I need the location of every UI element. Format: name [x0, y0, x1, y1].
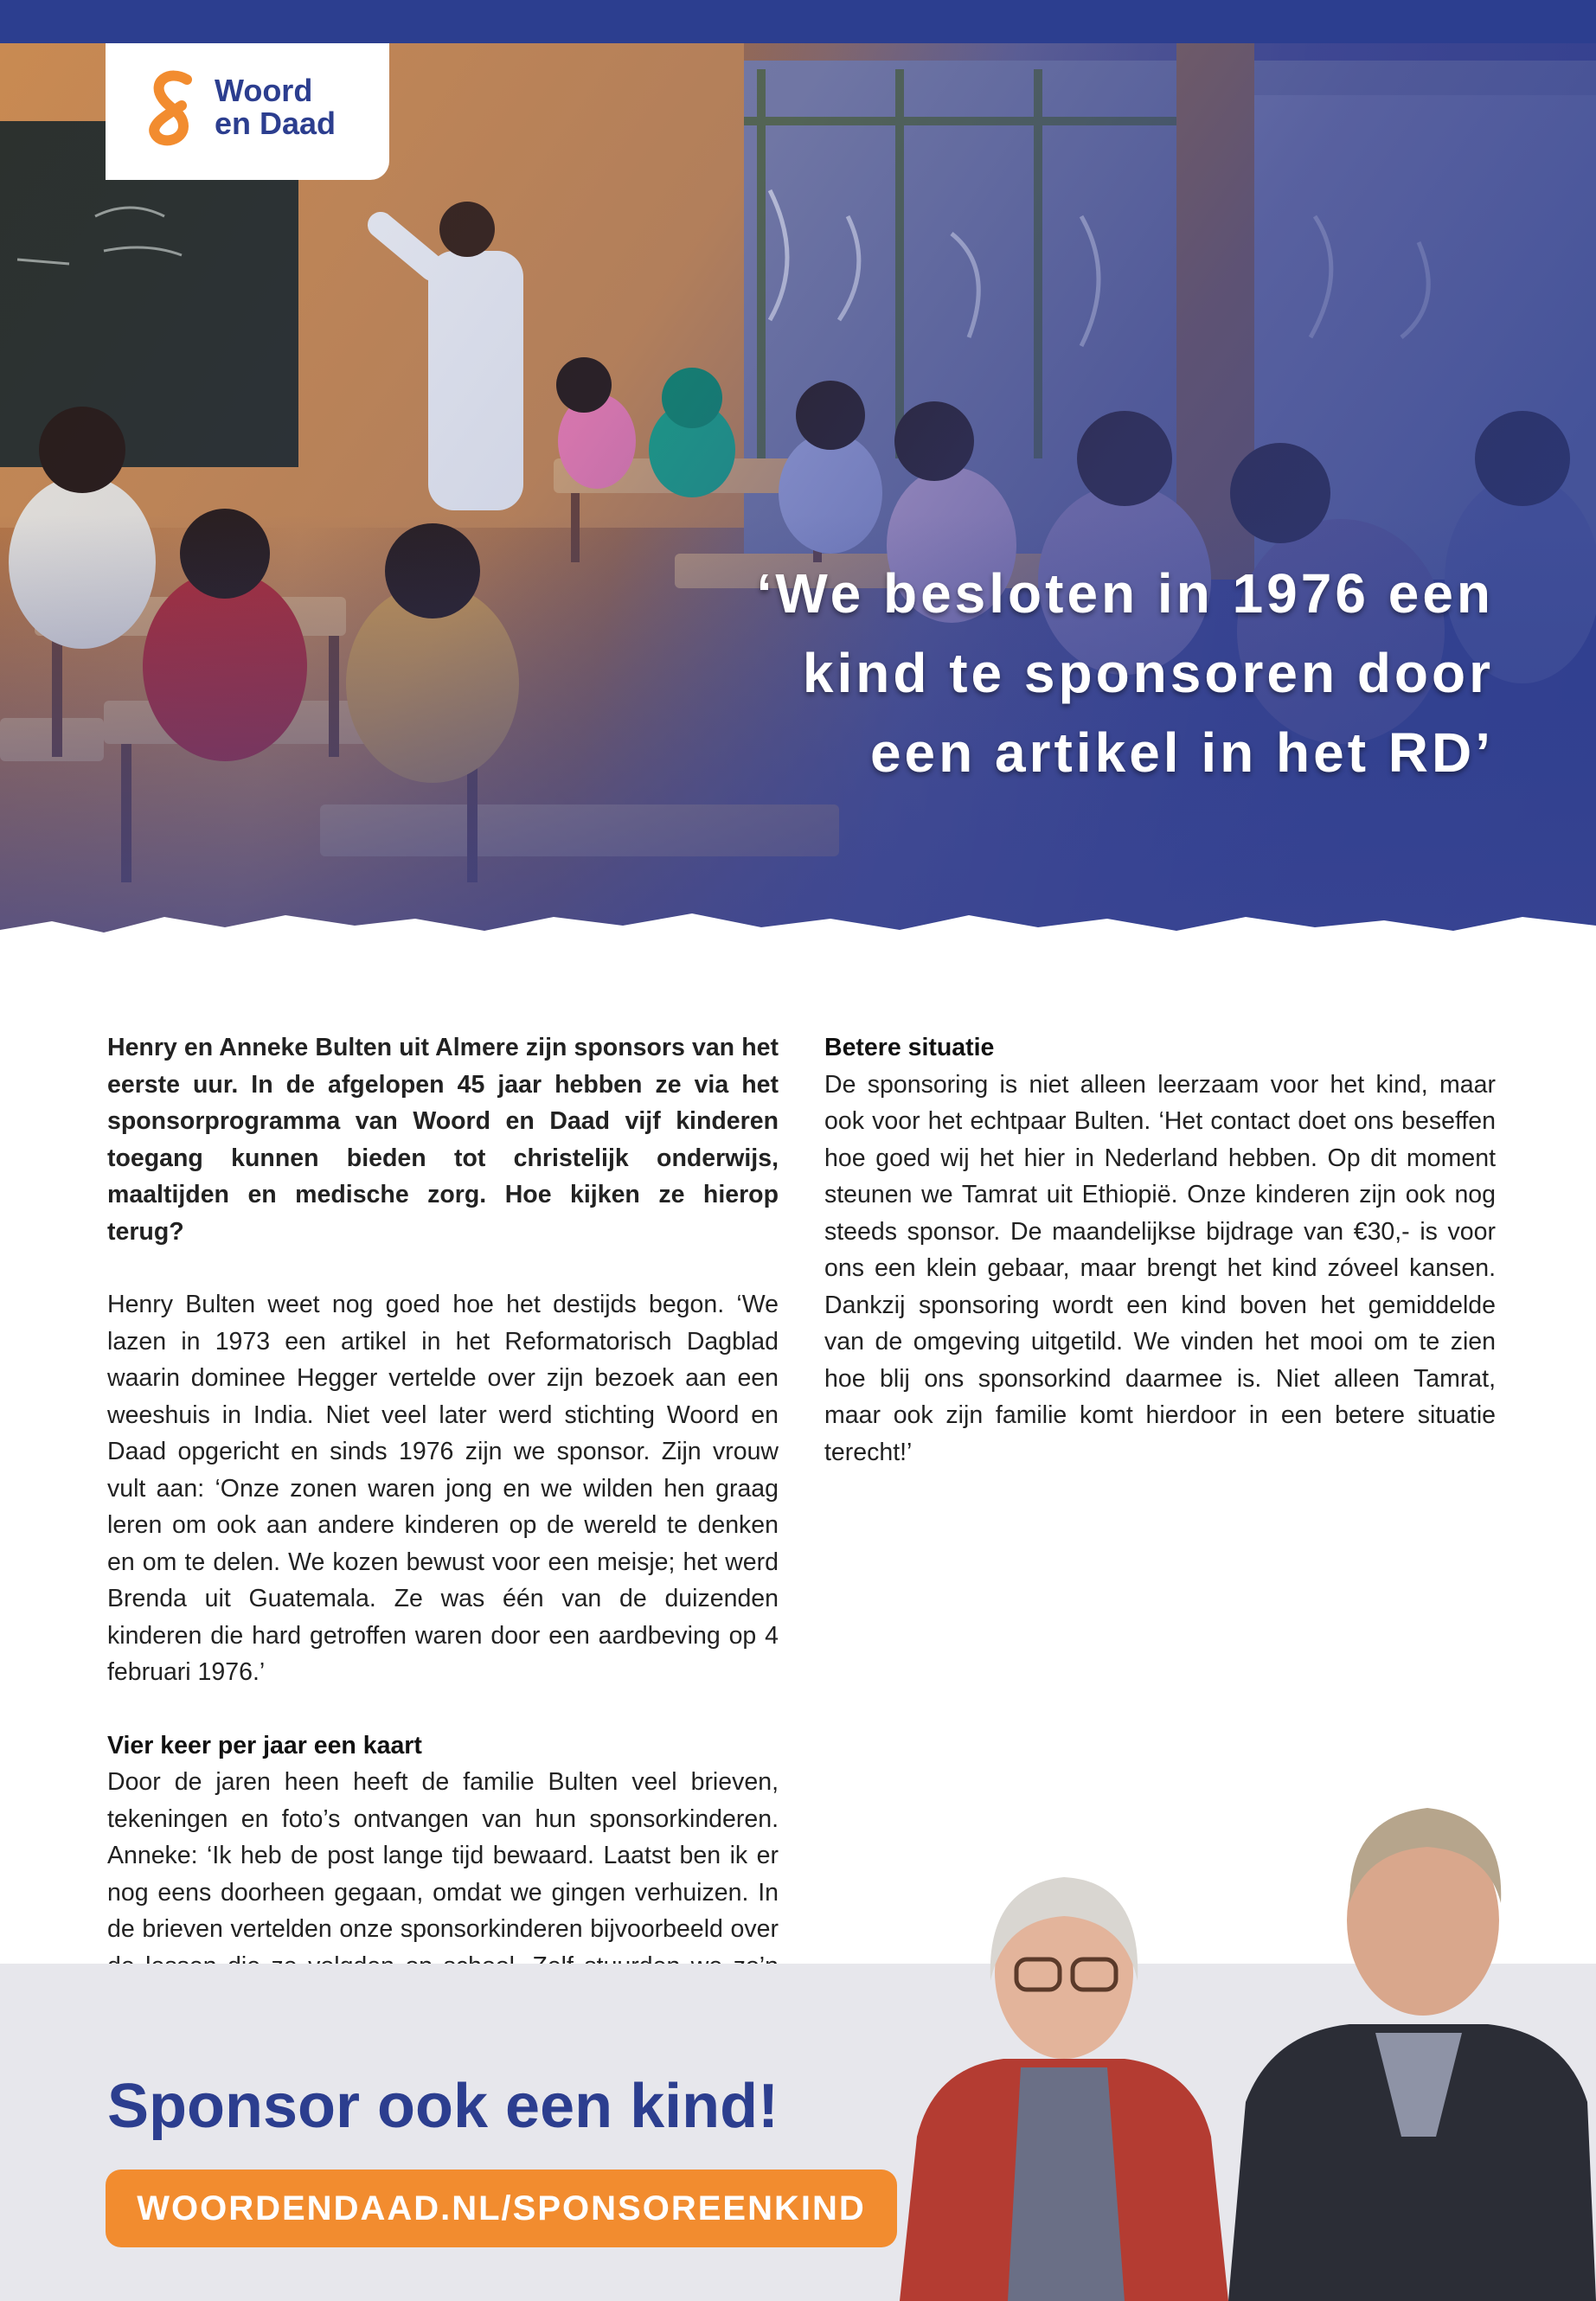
logo-line-1: Woord	[215, 73, 313, 108]
article-subheading-2: Betere situatie	[824, 1034, 995, 1061]
article-paragraph-3: De sponsoring is niet alleen leerzaam voor het kind, maar ook voor het echtpaar Bulten. ‘Het contact doet ons beseffen hoe goed wij het hier in Nederland hebben. Op dit moment steunen we Tamrat uit Ethiopië. Onze kinderen zijn ook nog steeds sponsor. De maandelijkse bijdrage van €30,- is voor ons een klein gebaar, maar brengt het kind zóveel kansen. Dankzij sponsoring wordt een kind boven het gemiddelde van de omgeving uitgetild. We vinden het mooi om te zien hoe blij ons sponsorkind daarmee is. Niet alleen Tamrat, maar ook zijn familie komt hierdoor in een betere situatie terecht!’	[824, 1070, 1496, 1466]
article-lead: Henry en Anneke Bulten uit Almere zijn sponsors van het eerste uur. In de afgelopen 45 jaar hebben ze via het sponsorprogramma van Woord en Daad vijf kinderen toegang kunnen bieden tot christelijk onderwijs, maaltijden en medische zorg. Hoe kijken ze hierop terug?	[107, 1034, 779, 1246]
article-paragraph-2: Door de jaren heen heeft de familie Bulten veel brieven, tekeningen en foto’s ontvangen van hun sponsorkinderen. Anneke: ‘Ik heb de post lange tijd bewaard. Laatst ben ik er nog eens doorheen gegaan, omdat we gingen verhuizen. In de brieven vertelden onze sponsorkinderen bijvoorbeeld over	[107, 1768, 779, 1943]
logo-ampersand-icon	[144, 67, 204, 151]
top-brand-bar	[0, 0, 1596, 43]
article-column-right	[824, 1029, 1496, 1471]
logo-wordmark	[215, 74, 336, 140]
woord-en-daad-logo[interactable]	[106, 43, 389, 180]
article-subheading-1: Vier keer per jaar een kaart	[107, 1731, 422, 1759]
classroom-scene	[0, 43, 1596, 986]
article-paragraph-1: Henry Bulten weet nog goed hoe het destijds begon. ‘We lazen in 1973 een artikel in het Reformatorisch Dagblad waarin dominee Hegger vertelde over zijn bezoek aan een weeshuis in India. Niet veel later werd stichting Woord en Daad opgericht en sinds 1976 zijn we sponsor. Zijn vrouw vult aan: ‘Onze zonen waren jong en we wilden hen graag leren om ook aan andere kinderen op de wereld te denken en om te delen. We kozen bewust voor een meisje; het werd Brenda uit Guatemala. Ze was één van de duizenden kinderen die hard getroffen waren door een aardbeving op 4 februari 1976.’	[107, 1291, 779, 1686]
cta-title: Sponsor ook een kind!	[107, 2072, 779, 2141]
article-column-left	[107, 1029, 779, 2058]
hero-headline: ‘We besloten in 1976 een kind te sponsoren door een artikel in het RD’	[756, 562, 1494, 784]
logo-line-2: en Daad	[215, 106, 337, 141]
hero-classroom-photo	[0, 43, 1596, 986]
sponsor-url-button[interactable]: WOORDENDAAD.NL/SPONSOREENKIND	[106, 2170, 897, 2247]
couple-photo	[865, 1773, 1596, 2301]
